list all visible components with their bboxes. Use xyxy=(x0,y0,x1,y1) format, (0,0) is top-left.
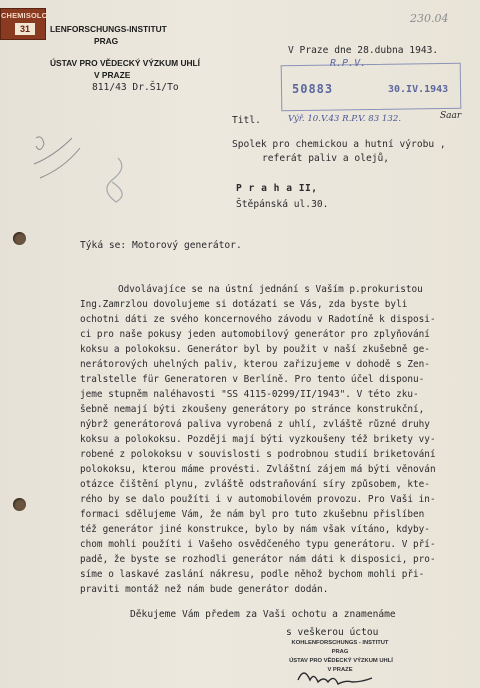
date-line: V Praze dne 28.dubna 1943. xyxy=(288,45,439,56)
body-line: formaci sdělujeme Vám, že nám byl pro tuto zkušebnu přislíben xyxy=(80,509,425,520)
body-line: koksu a polokoksu. Později mají býti vyzkoušeny též brikety vy- xyxy=(80,434,436,445)
body-line: ochotni dáti ze svého koncernového závodu v Radotíně k disposi- xyxy=(80,314,436,325)
pencil-scribble xyxy=(18,128,138,208)
body-line: koksu a polokoksu. Generátor byl by použit v naší zkušebně ge- xyxy=(80,344,430,355)
body-line: síme o laskavé zaslání nákresu, podle něhož bychom mohli při- xyxy=(80,569,425,580)
body-line: otázce čištění plynu, zvláště odstraňování síry způsobem, kte- xyxy=(80,479,430,490)
thanks-line: Děkujeme Vám předem za Vaši ochotu a znamenáme xyxy=(130,609,396,620)
punch-hole-bottom xyxy=(13,498,26,511)
letterhead-line-2: PRAG xyxy=(94,36,119,46)
body-line: jeme stupněm naléhavosti "SS 4115-0299/II/1943". V této zku- xyxy=(80,389,419,400)
body-line: ci pro naše pokusy jeden automobilový generátor pro zplyňování xyxy=(80,329,430,340)
address-line-2: referát paliv a olejů, xyxy=(262,153,390,164)
body-line: praviti montáž než nám bude generátor dodán. xyxy=(80,584,329,595)
subject-line: Týká se: Motorový generátor. xyxy=(80,240,242,251)
letterhead-line-1: LENFORSCHUNGS-INSTITUT xyxy=(50,24,167,34)
stamp-initials: Saar xyxy=(440,111,462,121)
body-line: robené z polokoksu v souvislosti s podrobnou studií briketování xyxy=(80,449,436,460)
body-line: též generátor jiné konstrukce, bylo by nám však vítáno, kdyby- xyxy=(80,524,430,535)
body-line: rého by se dalo použíti i v automobilovém provozu. Pro Vaši in- xyxy=(80,494,436,505)
institute-stamp-line-3: ÚSTAV PRO VĚDECKÝ VÝZKUM UHLÍ xyxy=(289,658,393,664)
body-line: polokoksu, kterou máme provésti. Zvláštní zájem má býti věnován xyxy=(80,464,436,475)
body-line: Odvolávajíce se na ústní jednání s Vaším p.prokuristou xyxy=(118,284,423,295)
letterhead-line-4: V PRAZE xyxy=(94,70,131,80)
body-line: Ing.Zamrzlou dovolujeme si dotázati se Vás, zda byste byli xyxy=(80,299,408,310)
address-line-1: Spolek pro chemickou a hutní výrobu , xyxy=(232,139,446,150)
body-line: tralstelle für Generatoren v Berlíně. Pro tento účel disponu- xyxy=(80,374,425,385)
archive-label-text: CHEMISOLO xyxy=(1,11,48,20)
stamp-date: 30.IV.1943 xyxy=(388,84,449,95)
body-line: nerátorových uhelných paliv, kterou zařizujeme v dohodě s Zen- xyxy=(80,359,430,370)
stamp-number: 50883 xyxy=(292,82,334,96)
signature xyxy=(296,664,386,686)
reference-number: 811/43 Dr.Š1/To xyxy=(92,82,179,93)
institute-stamp-line-2: PRAG xyxy=(331,649,349,655)
institute-stamp-line-4: V PRAZE xyxy=(327,667,353,673)
body-line: šebně nemají býti zkoušeny generátory po stránce konstrukční, xyxy=(80,404,425,415)
address-title: Titl. xyxy=(232,115,261,126)
archive-label-number: 31 xyxy=(15,23,35,35)
stamp-header: R.P.V. xyxy=(330,58,367,69)
address-street: Štěpánská ul.30. xyxy=(236,199,329,210)
address-city: P r a h a II, xyxy=(236,183,318,194)
stamp-handwritten-note: Výř. 10.V.43 R.P.V. 83 132. xyxy=(288,114,402,124)
closing-line: s veškerou úctou xyxy=(286,627,379,638)
body-line: chom mohli použíti i Vašeho osvědčeného typu generátoru. V pří- xyxy=(80,539,436,550)
letterhead-line-3: ÚSTAV PRO VĚDECKÝ VÝZKUM UHLÍ xyxy=(50,58,200,68)
body-line: nýbrž generátorová paliva vyrobená z uhlí, zvláště různé druhy xyxy=(80,419,430,430)
institute-stamp-line-1: KOHLENFORSCHUNGS - INSTITUT xyxy=(291,640,389,646)
archive-label xyxy=(0,8,46,40)
body-line: padě, že byste se rozhodli generátor nám dáti k disposici, pro- xyxy=(80,554,436,565)
pencil-archive-number: 230.04 xyxy=(410,12,449,25)
punch-hole-top xyxy=(13,232,26,245)
